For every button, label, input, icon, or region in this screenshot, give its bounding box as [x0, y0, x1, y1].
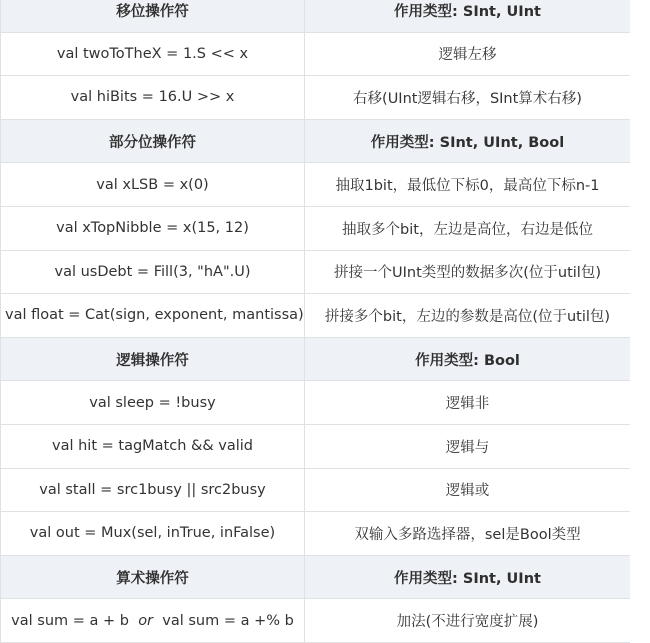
section-header-shift	[1, 0, 631, 32]
desc-cell: 拼接多个bit，左边的参数是高位(位于util包)	[305, 294, 631, 338]
section-header-arith	[1, 555, 631, 599]
desc-cell: 右移(UInt逻辑右移，SInt算术右移)	[305, 76, 631, 120]
desc-cell: 逻辑非	[305, 381, 631, 425]
code-cell	[1, 599, 305, 643]
header-op-cell: 算术操作符	[1, 555, 305, 599]
header-type-cell: 作用类型: SInt, UInt	[305, 0, 631, 32]
or-word: or	[138, 612, 154, 629]
header-type-cell: 作用类型: SInt, UInt, Bool	[305, 119, 631, 163]
code-cell: val float = Cat(sign, exponent, mantissa)	[1, 294, 305, 338]
code-cell: val out = Mux(sel, inTrue, inFalse)	[1, 512, 305, 556]
table-row	[1, 250, 631, 294]
code-cell: val hiBits = 16.U >> x	[1, 76, 305, 120]
header-op-cell: 部分位操作符	[1, 119, 305, 163]
table-row	[1, 381, 631, 425]
code-cell: val xTopNibble = x(15, 12)	[1, 206, 305, 250]
code-a: val sum = a + b	[11, 612, 129, 629]
table-row	[1, 599, 631, 643]
table-row	[1, 294, 631, 338]
desc-cell: 拼接一个UInt类型的数据多次(位于util包)	[305, 250, 631, 294]
code-cell: val xLSB = x(0)	[1, 163, 305, 207]
table-row	[1, 424, 631, 468]
desc-cell: 抽取多个bit，左边是高位，右边是低位	[305, 206, 631, 250]
code-cell: val stall = src1busy || src2busy	[1, 468, 305, 512]
header-op-cell: 移位操作符	[1, 0, 305, 32]
table-row	[1, 32, 631, 76]
code-b: val sum = a +% b	[162, 612, 294, 629]
table-row	[1, 512, 631, 556]
page-margin	[630, 0, 650, 643]
desc-cell: 加法(不进行宽度扩展)	[305, 599, 631, 643]
desc-cell: 双输入多路选择器，sel是Bool类型	[305, 512, 631, 556]
section-header-logic	[1, 337, 631, 381]
table-row	[1, 206, 631, 250]
code-cell: val twoToTheX = 1.S << x	[1, 32, 305, 76]
desc-cell: 逻辑左移	[305, 32, 631, 76]
desc-cell: 抽取1bit，最低位下标0，最高位下标n-1	[305, 163, 631, 207]
code-cell: val sleep = !busy	[1, 381, 305, 425]
table-row	[1, 76, 631, 120]
desc-cell: 逻辑或	[305, 468, 631, 512]
header-op-cell: 逻辑操作符	[1, 337, 305, 381]
section-header-bitfield	[1, 119, 631, 163]
desc-cell: 逻辑与	[305, 424, 631, 468]
table-row	[1, 468, 631, 512]
header-type-cell: 作用类型: SInt, UInt	[305, 555, 631, 599]
table-row	[1, 163, 631, 207]
code-cell: val hit = tagMatch && valid	[1, 424, 305, 468]
code-cell: val usDebt = Fill(3, "hA".U)	[1, 250, 305, 294]
header-type-cell: 作用类型: Bool	[305, 337, 631, 381]
